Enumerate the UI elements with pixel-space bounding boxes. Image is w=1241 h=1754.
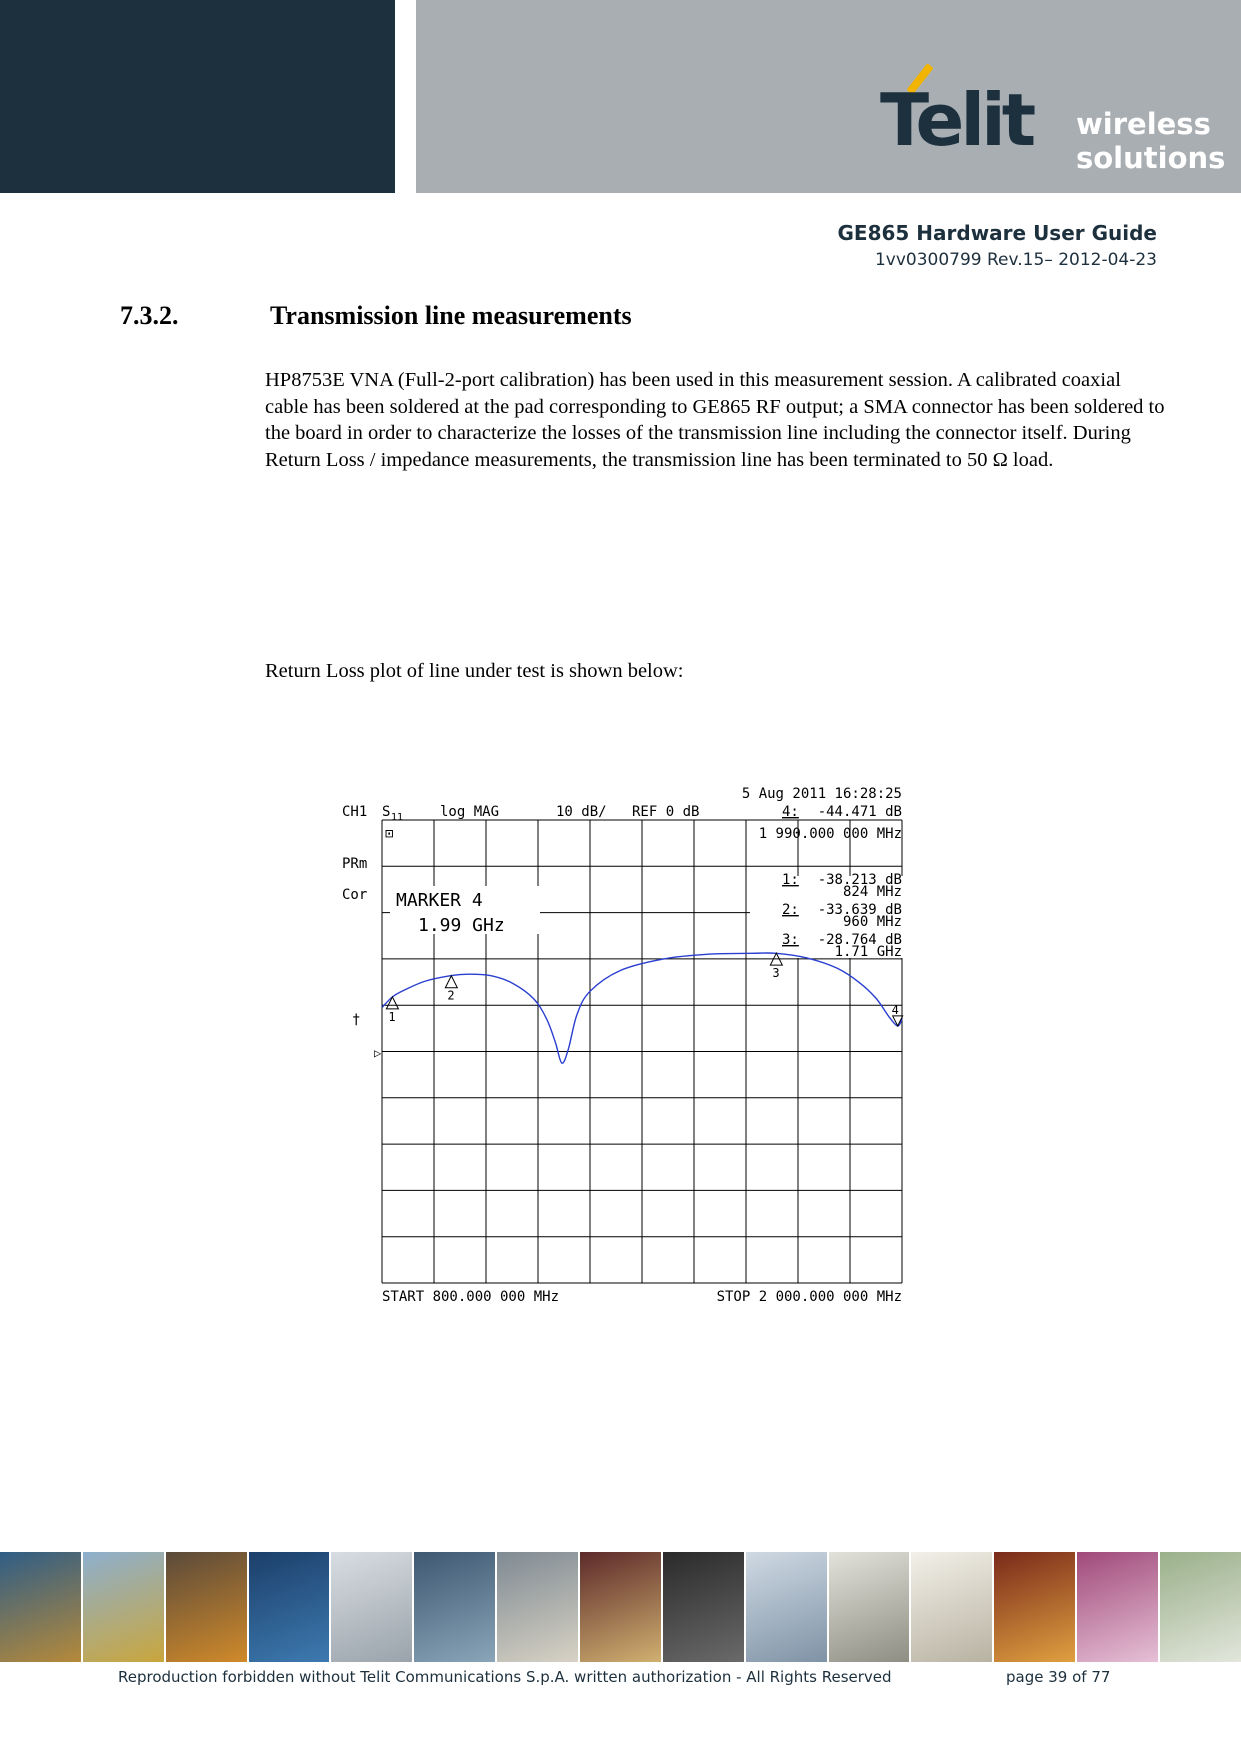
vna-active-marker-value: -44.471 dB [817, 804, 902, 820]
photo-tile [497, 1552, 578, 1662]
telit-logo [880, 62, 1226, 175]
photo-tile [1077, 1552, 1158, 1662]
vna-ref-pointer: ▷ [374, 1046, 382, 1060]
footer-copyright: Reproduction forbidden without Telit Communications S.p.A. written authorization - All Rights Reserved [118, 1668, 892, 1686]
logo-tagline-2: solutions [1076, 141, 1226, 175]
footer-photo-strip [0, 1552, 1241, 1662]
photo-tile [83, 1552, 164, 1662]
marker-triangle [386, 997, 398, 1009]
vna-return-loss-plot [330, 780, 910, 1310]
section-number: 7.3.2. [120, 301, 179, 330]
plot-caption: Return Loss plot of line under test is shown below: [265, 660, 684, 682]
marker-triangle [445, 976, 457, 988]
photo-tile [1160, 1552, 1241, 1662]
photo-tile [663, 1552, 744, 1662]
photo-tile [911, 1552, 992, 1662]
document-revision: 1vv0300799 Rev.15– 2012-04-23 [874, 250, 1157, 270]
intro-paragraph: HP8753E VNA (Full-2-port calibration) has been used in this measurement session. A calibrated coaxial cable has been soldered at the pad corresponding to GE865 RF output; a SMA connector has been soldered to the board in order to characterize the losses of the transmission line including the connector itself. During Return Loss / impedance measurements, the transmission line has been terminated to 50 Ω load. [265, 369, 1165, 471]
vna-marker-1-freq: 824 MHz [842, 884, 902, 900]
vna-datetime: 5 Aug 2011 16:28:25 [741, 786, 902, 802]
vna-marker-list [750, 872, 906, 960]
vna-label-cor: Cor [342, 887, 368, 903]
vna-marker-3-freq: 1.71 GHz [834, 944, 902, 960]
vna-channel: CH1 [342, 804, 368, 820]
header-dark-panel [0, 0, 395, 193]
vna-marker-3-id: 3: [782, 932, 799, 948]
vna-marker-3-value: -28.764 dB [817, 932, 902, 948]
vna-scale: 10 dB/ [556, 804, 607, 820]
marker-label: 1 [388, 1009, 396, 1024]
vna-label-prm: PRm [342, 856, 368, 872]
vna-ref-arrow: † [352, 1012, 361, 1028]
page-number: page 39 of 77 [1006, 1668, 1111, 1686]
vna-marker-box-icon: ⊡ [385, 826, 394, 842]
vna-marker-freq: 1.99 GHz [418, 915, 505, 936]
document-title: GE865 Hardware User Guide [837, 221, 1157, 245]
photo-tile [166, 1552, 247, 1662]
logo-tagline-1: wireless [1076, 107, 1211, 141]
photo-tile [994, 1552, 1075, 1662]
vna-marker-1-value: -38.213 dB [817, 872, 902, 888]
marker-label: 4 [891, 1002, 899, 1017]
section-title: Transmission line measurements [270, 301, 632, 330]
vna-marker-1-id: 1: [782, 872, 799, 888]
photo-tile [580, 1552, 661, 1662]
vna-active-marker-id: 4: [782, 804, 799, 820]
photo-tile [746, 1552, 827, 1662]
logo-wordmark: Telit [880, 78, 1033, 162]
vna-marker-title: MARKER 4 [396, 890, 483, 911]
vna-marker-2-value: -33.639 dB [817, 902, 902, 918]
vna-marker-2-freq: 960 MHz [842, 914, 902, 930]
vna-param-sub: 11 [391, 812, 404, 823]
vna-param: S [382, 804, 391, 820]
photo-tile [414, 1552, 495, 1662]
vna-active-marker-freq: 1 990.000 000 MHz [758, 826, 902, 842]
vna-ref: REF 0 dB [632, 804, 700, 820]
vna-format: log MAG [440, 804, 500, 820]
vna-start-label: START 800.000 000 MHz [382, 1289, 560, 1305]
photo-tile [0, 1552, 81, 1662]
marker-label: 3 [772, 966, 780, 981]
vna-stop-label: STOP 2 000.000 000 MHz [716, 1289, 902, 1305]
photo-tile [331, 1552, 412, 1662]
vna-marker-2-id: 2: [782, 902, 799, 918]
photo-tile [249, 1552, 330, 1662]
marker-label: 2 [447, 988, 455, 1003]
photo-tile [829, 1552, 910, 1662]
